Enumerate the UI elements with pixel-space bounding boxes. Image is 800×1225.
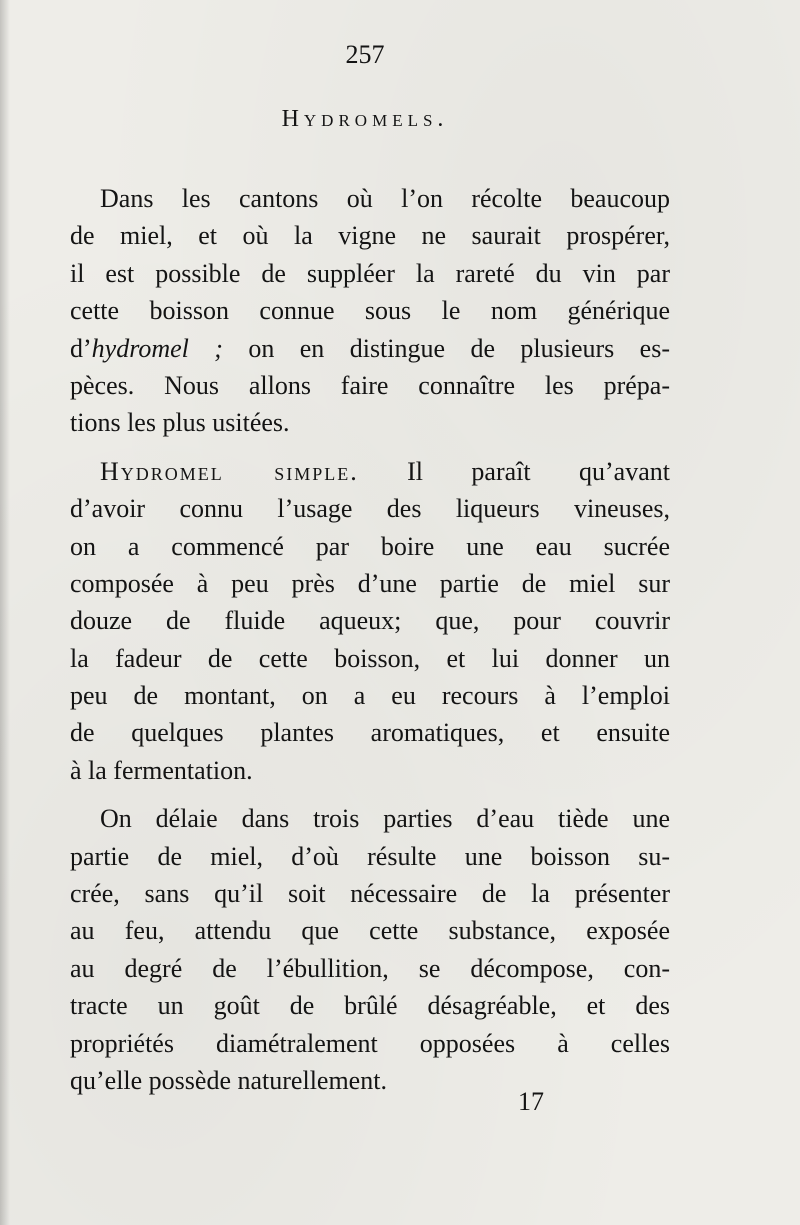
- text-line: à la fermentation.: [70, 755, 253, 785]
- text-line: de miel, et où la vigne ne saurait prospérer,: [70, 221, 670, 251]
- text-line: au degré de l’ébullition, se décompose, con-: [70, 953, 670, 983]
- text-line: crée, sans qu’il soit nécessaire de la présenter: [70, 879, 670, 909]
- text-line: d’hydromel ; on en distingue de plusieurs es-: [70, 333, 670, 363]
- text-line: la fadeur de cette boisson, et lui donner un: [70, 643, 670, 673]
- page-number: 257: [345, 40, 385, 69]
- section-heading: Hydromels.: [281, 106, 449, 132]
- text-line: il est possible de suppléer la rareté du vin par: [70, 258, 670, 288]
- subsection-title: Hydromel simple.: [100, 456, 359, 486]
- page-edge-shadow: [0, 0, 10, 1225]
- text-line: partie de miel, d’où résulte une boisson su-: [70, 841, 670, 871]
- text-line: propriétés diamétralement opposées à celles: [70, 1028, 670, 1058]
- text-line: au feu, attendu que cette substance, exposée: [70, 916, 670, 946]
- paragraph-gap: [70, 789, 670, 800]
- text-line: Hydromel simple. Il paraît qu’avant: [100, 456, 670, 486]
- text-line: qu’elle possède naturellement.: [70, 1065, 387, 1095]
- text-line: tions les plus usitées.: [70, 408, 290, 438]
- signature-mark: 17: [518, 1087, 544, 1116]
- text-line: d’avoir connu l’usage des liqueurs vineuses,: [70, 494, 670, 524]
- paragraph-gap: [70, 442, 670, 453]
- text-line: pèces. Nous allons faire connaître les prépa-: [70, 370, 670, 400]
- text-line: Dans les cantons où l’on récolte beaucoup: [100, 184, 670, 213]
- text-line: de quelques plantes aromatiques, et ensuite: [70, 718, 670, 748]
- text-line: composée à peu près d’une partie de miel sur: [70, 568, 670, 598]
- text-line: On délaie dans trois parties d’eau tiède une: [100, 804, 670, 834]
- text-line: peu de montant, on a eu recours à l’emploi: [70, 681, 670, 711]
- body-text: [70, 180, 670, 1099]
- text-line: douze de fluide aqueux; que, pour couvrir: [70, 606, 670, 636]
- text-line: cette boisson connue sous le nom générique: [70, 296, 670, 326]
- italic-term: hydromel ;: [91, 333, 223, 363]
- text-line: tracte un goût de brûlé désagréable, et des: [70, 991, 670, 1021]
- text-line: on a commencé par boire une eau sucrée: [70, 531, 670, 561]
